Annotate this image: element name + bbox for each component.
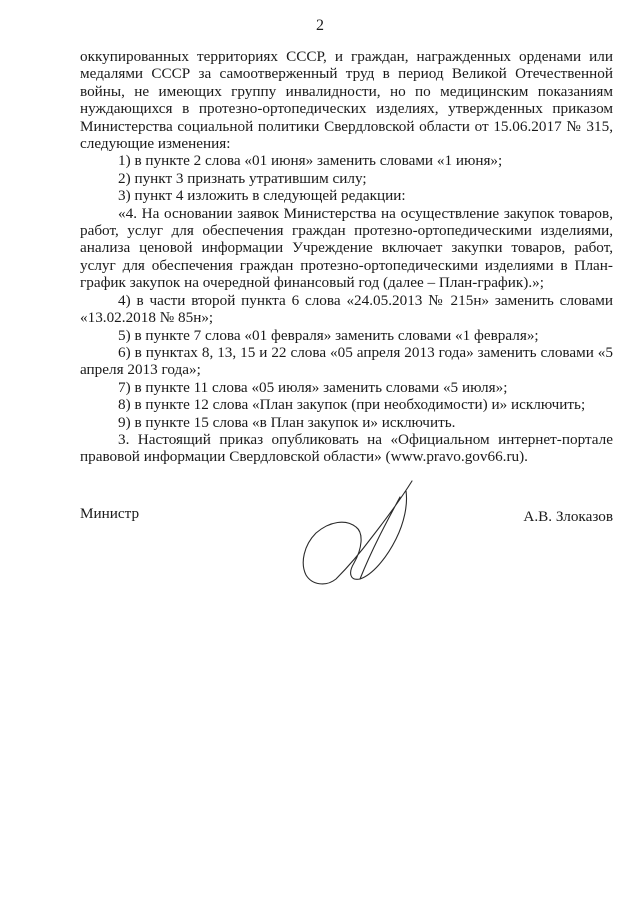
list-item: 5) в пункте 7 слова «01 февраля» заменить словами «1 февраля»; [118, 326, 539, 344]
list-item: 4) в части второй пункта 6 слова «24.05.2013 № 215н» заменить словами «13.02.2018 № 85н»; [80, 291, 613, 327]
quoted-clause: «4. На основании заявок Министерства на осуществление закупок товаров, работ, услуг для обеспечения граждан протезно-ортопедическими изделиями, анализа ценовой информации Учреждение включает закупки товаров, работ, услуг для обеспечения граждан протезно-ортопедическими изделиями в План-график закупок на очередной финансовый год (далее – План-график).»; [80, 204, 613, 292]
signature-block [80, 505, 613, 615]
list-item: 3) пункт 4 изложить в следующей редакции: [118, 187, 406, 205]
handwritten-signature [290, 475, 440, 590]
list-item: 1) в пункте 2 слова «01 июня» заменить словами «1 июня»; [118, 152, 503, 170]
list-item: 2) пункт 3 признать утратившим силу; [118, 169, 367, 187]
paragraph-intro: оккупированных территориях СССР, и граждан, награжденных орденами или медалями СССР за самоотверженный труд в период Великой Отечественной войны, не имеющих группу инвалидности, но по медицинским показаниям нуждающихся в протезно-ортопедических изделиях, утвержденных приказом Министерства социальной политики Свердловской области от 15.06.2017 № 315, следующие изменения: [80, 48, 613, 153]
list-item: 6) в пунктах 8, 13, 15 и 22 слова «05 апреля 2013 года» заменить словами «5 апреля 2013 года»; [80, 343, 613, 379]
list-item: 9) в пункте 15 слова «в План закупок и» исключить. [118, 413, 456, 431]
list-item: 7) в пункте 11 слова «05 июля» заменить словами «5 июля»; [118, 378, 508, 396]
signatory-title: Министр [80, 505, 140, 522]
list-item: 8) в пункте 12 слова «План закупок (при необходимости) и» исключить; [118, 396, 586, 414]
page-number: 2 [316, 17, 324, 34]
paragraph-publication: 3. Настоящий приказ опубликовать на «Официальном интернет-портале правовой информации Свердловской области» (www.pravo.gov66.ru). [80, 430, 613, 466]
signatory-name: А.В. Злоказов [523, 508, 613, 525]
document-body [80, 48, 613, 466]
